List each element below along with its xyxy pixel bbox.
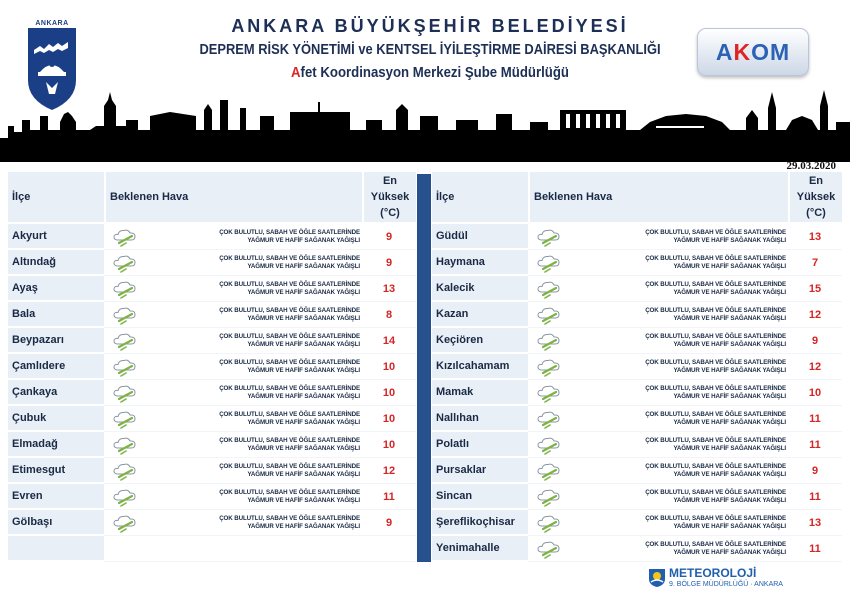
district-name: Haymana: [432, 250, 528, 276]
cloud-rain-shower-icon: [112, 279, 148, 299]
district-name: Beypazarı: [8, 328, 104, 354]
district-name: Bala: [8, 302, 104, 328]
table-row: [432, 328, 842, 354]
district-name: Şereflikoçhisar: [432, 510, 528, 536]
weather-icon-cell: [528, 406, 572, 432]
max-temperature: 13: [788, 510, 842, 536]
forecast-text: [148, 406, 362, 432]
forecast-line2: YAĞMUR VE HAFİF SAĞANAK YAĞIŞLI: [673, 444, 786, 452]
forecast-line1: ÇOK BULUTLU, SABAH VE ÖĞLE SAATLERİNDE: [645, 384, 786, 392]
district-name: Gölbaşı: [8, 510, 104, 536]
cloud-rain-shower-icon: [112, 409, 148, 429]
table-row: [432, 276, 842, 302]
max-temperature: 14: [362, 328, 416, 354]
max-temperature: 9: [362, 224, 416, 250]
max-temperature: 10: [362, 406, 416, 432]
akom-letter-a: A: [715, 39, 734, 65]
table-row: [8, 380, 416, 406]
weather-icon-cell: [104, 458, 148, 484]
table-row: [8, 406, 416, 432]
forecast-line1: ÇOK BULUTLU, SABAH VE ÖĞLE SAATLERİNDE: [219, 462, 360, 470]
table-row: [432, 432, 842, 458]
table-row: [8, 354, 416, 380]
table-row: [8, 510, 416, 536]
max-temperature: 12: [362, 458, 416, 484]
district-name: Mamak: [432, 380, 528, 406]
cloud-rain-shower-icon: [536, 383, 572, 403]
forecast-line2: YAĞMUR VE HAFİF SAĞANAK YAĞIŞLI: [673, 496, 786, 504]
table-divider: [417, 174, 431, 562]
district-name: Keçiören: [432, 328, 528, 354]
forecast-line1: ÇOK BULUTLU, SABAH VE ÖĞLE SAATLERİNDE: [219, 332, 360, 340]
forecast-line2: YAĞMUR VE HAFİF SAĞANAK YAĞIŞLI: [247, 418, 360, 426]
forecast-line2: YAĞMUR VE HAFİF SAĞANAK YAĞIŞLI: [673, 236, 786, 244]
forecast-line1: ÇOK BULUTLU, SABAH VE ÖĞLE SAATLERİNDE: [645, 280, 786, 288]
table-row: [8, 484, 416, 510]
forecast-line2: YAĞMUR VE HAFİF SAĞANAK YAĞIŞLI: [673, 340, 786, 348]
forecast-line2: YAĞMUR VE HAFİF SAĞANAK YAĞIŞLI: [247, 444, 360, 452]
weather-icon-cell: [528, 380, 572, 406]
forecast-text: [148, 224, 362, 250]
title-branch-initial: A: [291, 64, 301, 81]
forecast-line2: YAĞMUR VE HAFİF SAĞANAK YAĞIŞLI: [247, 366, 360, 374]
district-name: Akyurt: [8, 224, 104, 250]
cloud-rain-shower-icon: [536, 435, 572, 455]
forecast-line2: YAĞMUR VE HAFİF SAĞANAK YAĞIŞLI: [247, 340, 360, 348]
table-row: [432, 510, 842, 536]
forecast-line1: ÇOK BULUTLU, SABAH VE ÖĞLE SAATLERİNDE: [219, 410, 360, 418]
temp-header-line1: En: [382, 175, 398, 187]
cloud-rain-shower-icon: [112, 227, 148, 247]
forecast-text: [572, 406, 788, 432]
logo-wordmark: ANKARA: [35, 20, 69, 27]
weather-icon-cell: [104, 484, 148, 510]
max-temperature: 13: [362, 276, 416, 302]
forecast-line1: ÇOK BULUTLU, SABAH VE ÖĞLE SAATLERİNDE: [219, 228, 360, 236]
weather-icon-cell: [104, 302, 148, 328]
table-row: [8, 250, 416, 276]
empty-forecast-cell: [148, 536, 362, 562]
forecast-line2: YAĞMUR VE HAFİF SAĞANAK YAĞIŞLI: [247, 496, 360, 504]
weather-icon-cell: [104, 250, 148, 276]
forecast-text: [148, 354, 362, 380]
max-temperature: 11: [362, 484, 416, 510]
forecast-line2: YAĞMUR VE HAFİF SAĞANAK YAĞIŞLI: [673, 314, 786, 322]
max-temperature: 10: [362, 380, 416, 406]
akom-letter-k: K: [733, 39, 752, 65]
cloud-rain-shower-icon: [536, 279, 572, 299]
forecast-line1: ÇOK BULUTLU, SABAH VE ÖĞLE SAATLERİNDE: [645, 410, 786, 418]
meteorology-subtitle: 9. BÖLGE MÜDÜRLÜĞÜ · ANKARA: [669, 581, 783, 588]
district-name: Güdül: [432, 224, 528, 250]
district-name: Altındağ: [8, 250, 104, 276]
forecast-line2: YAĞMUR VE HAFİF SAĞANAK YAĞIŞLI: [247, 288, 360, 296]
forecast-text: [148, 458, 362, 484]
cloud-rain-shower-icon: [536, 227, 572, 247]
forecast-line1: ÇOK BULUTLU, SABAH VE ÖĞLE SAATLERİNDE: [645, 254, 786, 262]
district-name: Evren: [8, 484, 104, 510]
max-temperature: 10: [362, 432, 416, 458]
weather-icon-cell: [528, 510, 572, 536]
forecast-line1: ÇOK BULUTLU, SABAH VE ÖĞLE SAATLERİNDE: [645, 488, 786, 496]
forecast-line1: ÇOK BULUTLU, SABAH VE ÖĞLE SAATLERİNDE: [219, 280, 360, 288]
table-row: [8, 302, 416, 328]
forecast-text: [572, 302, 788, 328]
weather-icon-cell: [528, 276, 572, 302]
max-temperature: 11: [788, 432, 842, 458]
table-row: [432, 484, 842, 510]
district-name: Pursaklar: [432, 458, 528, 484]
forecast-text: [148, 276, 362, 302]
forecast-table-right: [432, 172, 842, 562]
forecast-line1: ÇOK BULUTLU, SABAH VE ÖĞLE SAATLERİNDE: [219, 358, 360, 366]
table-row: [432, 302, 842, 328]
table-header-row: [8, 172, 416, 224]
table-row: [432, 458, 842, 484]
max-temperature: 9: [362, 510, 416, 536]
forecast-line2: YAĞMUR VE HAFİF SAĞANAK YAĞIŞLI: [247, 314, 360, 322]
temp-header-line3: (°C): [380, 207, 400, 219]
district-name: Nallıhan: [432, 406, 528, 432]
report-date: 29.03.2020: [786, 160, 836, 172]
forecast-line2: YAĞMUR VE HAFİF SAĞANAK YAĞIŞLI: [673, 470, 786, 478]
table-row: [8, 458, 416, 484]
forecast-line1: ÇOK BULUTLU, SABAH VE ÖĞLE SAATLERİNDE: [219, 436, 360, 444]
forecast-text: [148, 380, 362, 406]
table-row: [8, 276, 416, 302]
forecast-table-left: [8, 172, 416, 562]
akom-logo: [697, 28, 809, 76]
cloud-rain-shower-icon: [536, 409, 572, 429]
weather-icon-cell: [528, 432, 572, 458]
forecast-line2: YAĞMUR VE HAFİF SAĞANAK YAĞIŞLI: [247, 522, 360, 530]
cloud-rain-shower-icon: [536, 461, 572, 481]
max-temperature: 9: [788, 328, 842, 354]
forecast-line1: ÇOK BULUTLU, SABAH VE ÖĞLE SAATLERİNDE: [645, 540, 786, 548]
district-name: Yenimahalle: [432, 536, 528, 562]
ankara-skyline-silhouette: [0, 86, 850, 162]
forecast-text: [572, 510, 788, 536]
table-row: [432, 406, 842, 432]
forecast-line1: ÇOK BULUTLU, SABAH VE ÖĞLE SAATLERİNDE: [645, 462, 786, 470]
forecast-line1: ÇOK BULUTLU, SABAH VE ÖĞLE SAATLERİNDE: [219, 384, 360, 392]
column-header-forecast: Beklenen Hava: [528, 172, 788, 224]
cloud-rain-shower-icon: [112, 513, 148, 533]
weather-icon-cell: [528, 224, 572, 250]
meteorology-logo: [648, 566, 798, 594]
weather-icon-cell: [104, 380, 148, 406]
district-name: Çankaya: [8, 380, 104, 406]
cloud-rain-shower-icon: [536, 253, 572, 273]
forecast-text: [148, 432, 362, 458]
table-header-row: [432, 172, 842, 224]
weather-icon-cell: [104, 354, 148, 380]
district-name: Elmadağ: [8, 432, 104, 458]
forecast-line1: ÇOK BULUTLU, SABAH VE ÖĞLE SAATLERİNDE: [645, 306, 786, 314]
weather-icon-cell: [528, 484, 572, 510]
district-name: Kızılcahamam: [432, 354, 528, 380]
weather-icon-cell: [104, 432, 148, 458]
forecast-text: [148, 328, 362, 354]
table-row: [432, 380, 842, 406]
weather-icon-cell: [528, 354, 572, 380]
title-branch-rest: fet Koordinasyon Merkezi Şube Müdürlüğü: [300, 64, 569, 81]
column-header-max-temp: [362, 172, 416, 224]
table-row: [432, 250, 842, 276]
cloud-rain-shower-icon: [112, 435, 148, 455]
forecast-line2: YAĞMUR VE HAFİF SAĞANAK YAĞIŞLI: [673, 366, 786, 374]
forecast-text: [572, 250, 788, 276]
cloud-rain-shower-icon: [536, 331, 572, 351]
forecast-line2: YAĞMUR VE HAFİF SAĞANAK YAĞIŞLI: [247, 470, 360, 478]
max-temperature: 9: [788, 458, 842, 484]
cloud-rain-shower-icon: [112, 305, 148, 325]
forecast-line2: YAĞMUR VE HAFİF SAĞANAK YAĞIŞLI: [247, 262, 360, 270]
table-row: [8, 432, 416, 458]
max-temperature: 15: [788, 276, 842, 302]
forecast-line2: YAĞMUR VE HAFİF SAĞANAK YAĞIŞLI: [673, 522, 786, 530]
weather-icon-cell: [104, 276, 148, 302]
weather-icon-cell: [104, 328, 148, 354]
forecast-text: [148, 250, 362, 276]
max-temperature: 11: [788, 484, 842, 510]
weather-icon-cell: [104, 406, 148, 432]
forecast-text: [148, 302, 362, 328]
title-branch: [184, 62, 677, 84]
max-temperature: 13: [788, 224, 842, 250]
max-temperature: 12: [788, 354, 842, 380]
forecast-line2: YAĞMUR VE HAFİF SAĞANAK YAĞIŞLI: [247, 392, 360, 400]
max-temperature: 11: [788, 536, 842, 562]
table-row: [432, 536, 842, 562]
max-temperature: 8: [362, 302, 416, 328]
cloud-rain-shower-icon: [536, 539, 572, 559]
max-temperature: 10: [362, 354, 416, 380]
temp-header-line2: Yüksek: [796, 191, 836, 203]
temp-header-line1: En: [808, 175, 824, 187]
header-titles: [150, 14, 710, 84]
table-row-empty: [8, 536, 416, 562]
district-name: Çamlıdere: [8, 354, 104, 380]
meteorology-title: METEOROLOJİ: [669, 566, 757, 580]
cloud-rain-shower-icon: [536, 487, 572, 507]
temp-header-line3: (°C): [806, 207, 826, 219]
max-temperature: 12: [788, 302, 842, 328]
district-name: Kazan: [432, 302, 528, 328]
forecast-line2: YAĞMUR VE HAFİF SAĞANAK YAĞIŞLI: [673, 392, 786, 400]
akom-letters-om: OM: [751, 39, 791, 65]
meteorology-emblem-icon: [648, 568, 666, 588]
forecast-line1: ÇOK BULUTLU, SABAH VE ÖĞLE SAATLERİNDE: [645, 436, 786, 444]
max-temperature: 7: [788, 250, 842, 276]
weather-icon-cell: [528, 250, 572, 276]
forecast-line1: ÇOK BULUTLU, SABAH VE ÖĞLE SAATLERİNDE: [645, 514, 786, 522]
weather-icon-cell: [104, 224, 148, 250]
cloud-rain-shower-icon: [112, 331, 148, 351]
forecast-text: [572, 380, 788, 406]
district-name: Polatlı: [432, 432, 528, 458]
weather-icon-cell: [528, 328, 572, 354]
district-name: Çubuk: [8, 406, 104, 432]
cloud-rain-shower-icon: [112, 253, 148, 273]
cloud-rain-shower-icon: [112, 383, 148, 403]
forecast-text: [572, 484, 788, 510]
forecast-text: [148, 510, 362, 536]
forecast-line1: ÇOK BULUTLU, SABAH VE ÖĞLE SAATLERİNDE: [645, 228, 786, 236]
max-temperature: 11: [788, 406, 842, 432]
cloud-rain-shower-icon: [536, 305, 572, 325]
title-municipality: ANKARA BÜYÜKŞEHİR BELEDİYESİ: [231, 16, 629, 36]
district-name: Etimesgut: [8, 458, 104, 484]
district-name: Sincan: [432, 484, 528, 510]
cloud-rain-shower-icon: [112, 461, 148, 481]
forecast-text: [148, 484, 362, 510]
temp-header-line2: Yüksek: [370, 191, 410, 203]
weather-icon-cell: [528, 302, 572, 328]
forecast-line1: ÇOK BULUTLU, SABAH VE ÖĞLE SAATLERİNDE: [219, 488, 360, 496]
forecast-text: [572, 536, 788, 562]
forecast-line1: ÇOK BULUTLU, SABAH VE ÖĞLE SAATLERİNDE: [645, 332, 786, 340]
weather-icon-cell: [104, 510, 148, 536]
district-name: Kalecik: [432, 276, 528, 302]
table-row: [8, 224, 416, 250]
column-header-max-temp: [788, 172, 842, 224]
forecast-line2: YAĞMUR VE HAFİF SAĞANAK YAĞIŞLI: [673, 418, 786, 426]
cloud-rain-shower-icon: [536, 357, 572, 377]
table-row: [432, 354, 842, 380]
forecast-text: [572, 328, 788, 354]
district-name: Ayaş: [8, 276, 104, 302]
max-temperature: 9: [362, 250, 416, 276]
weather-icon-cell: [528, 536, 572, 562]
forecast-line2: YAĞMUR VE HAFİF SAĞANAK YAĞIŞLI: [673, 262, 786, 270]
cloud-rain-shower-icon: [112, 357, 148, 377]
forecast-line2: YAĞMUR VE HAFİF SAĞANAK YAĞIŞLI: [673, 548, 786, 556]
forecast-text: [572, 432, 788, 458]
forecast-line1: ÇOK BULUTLU, SABAH VE ÖĞLE SAATLERİNDE: [219, 306, 360, 314]
forecast-line1: ÇOK BULUTLU, SABAH VE ÖĞLE SAATLERİNDE: [645, 358, 786, 366]
max-temperature: 10: [788, 380, 842, 406]
cloud-rain-shower-icon: [536, 513, 572, 533]
forecast-text: [572, 224, 788, 250]
forecast-line1: ÇOK BULUTLU, SABAH VE ÖĞLE SAATLERİNDE: [219, 254, 360, 262]
column-header-district: İlçe: [432, 172, 528, 224]
empty-district-cell: [8, 536, 104, 562]
table-row: [432, 224, 842, 250]
forecast-text: [572, 276, 788, 302]
forecast-line2: YAĞMUR VE HAFİF SAĞANAK YAĞIŞLI: [247, 236, 360, 244]
empty-temp-cell: [362, 536, 416, 562]
column-header-forecast: Beklenen Hava: [104, 172, 362, 224]
cloud-rain-shower-icon: [112, 487, 148, 507]
title-department: DEPREM RİSK YÖNETİMİ ve KENTSEL İYİLEŞTİRME DAİRESİ BAŞKANLIĞI: [199, 41, 661, 58]
forecast-text: [572, 354, 788, 380]
column-header-district: İlçe: [8, 172, 104, 224]
table-row: [8, 328, 416, 354]
empty-icon-cell: [104, 536, 148, 562]
forecast-line1: ÇOK BULUTLU, SABAH VE ÖĞLE SAATLERİNDE: [219, 514, 360, 522]
weather-icon-cell: [528, 458, 572, 484]
forecast-line2: YAĞMUR VE HAFİF SAĞANAK YAĞIŞLI: [673, 288, 786, 296]
forecast-text: [572, 458, 788, 484]
